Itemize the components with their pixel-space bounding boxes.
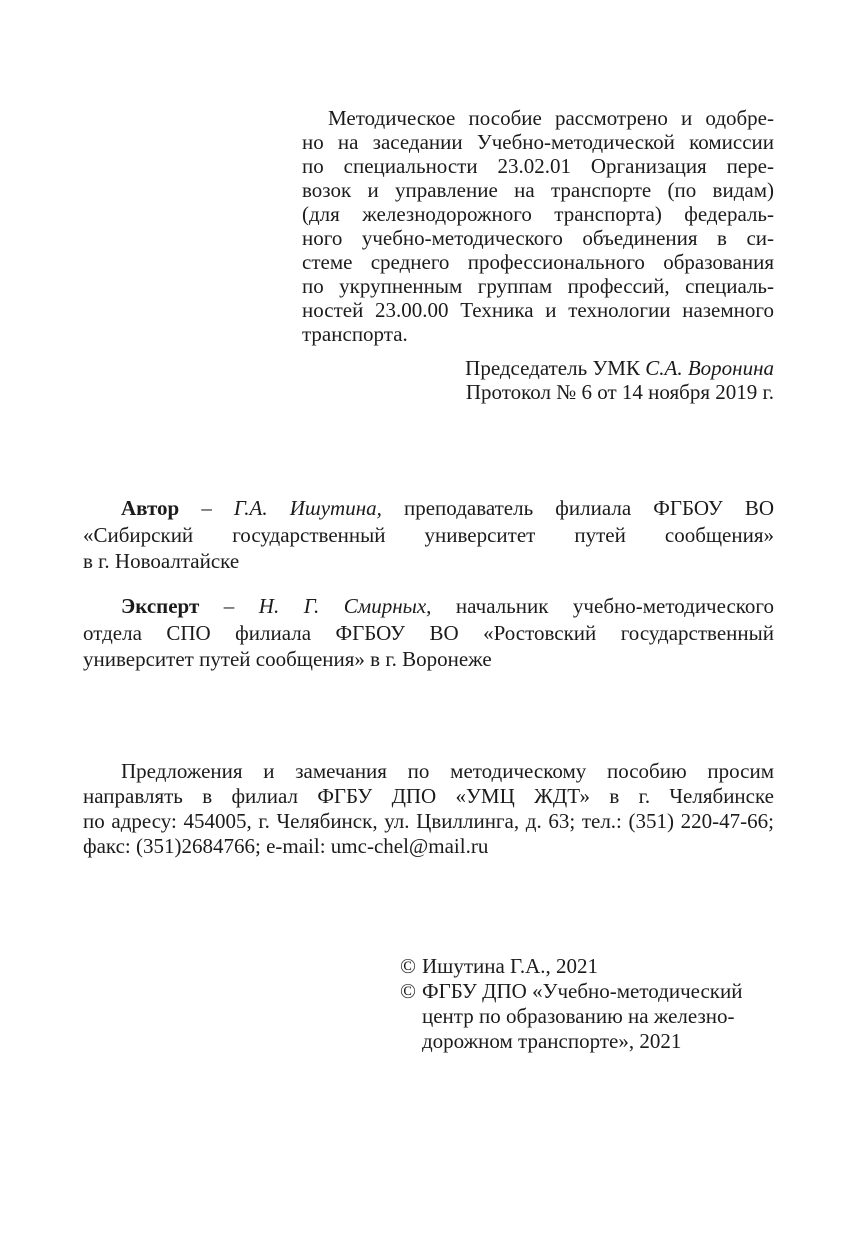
approval-line: транспорта. <box>302 322 408 346</box>
author-line: в г. Новоалтайске <box>83 549 240 574</box>
author-block <box>83 495 774 575</box>
approval-line: возок и управление на транспорте (по видам) <box>302 178 774 202</box>
expert-dash: – <box>223 594 235 618</box>
approval-line: (для железнодорожного транспорта) федераль- <box>302 202 774 226</box>
author-line <box>83 495 774 522</box>
approval-note <box>302 106 774 346</box>
copyright-block <box>400 954 742 1054</box>
copyright-line: дорожном транспорте», 2021 <box>422 1029 682 1053</box>
feedback-line: Предложения и замечания по методическому пособию просим <box>121 759 774 783</box>
expert-line: университет путей сообщения» в г. Воронеже <box>83 647 492 672</box>
copyright-line: Ишутина Г.А., 2021 <box>422 954 598 978</box>
author-label: Автор <box>121 496 180 520</box>
feedback-line: направлять в филиал ФГБУ ДПО «УМЦ ЖДТ» в г. Челябинске <box>83 784 774 808</box>
copyright-icon: © <box>400 979 416 1003</box>
expert-line: отдела СПО филиала ФГБОУ ВО «Ростовский государственный <box>83 620 774 645</box>
approval-line: по специальности 23.02.01 Организация пере- <box>302 154 774 178</box>
approval-line: по укрупненным группам профессий, специаль- <box>302 274 774 298</box>
chairman-signature <box>465 356 774 380</box>
approval-line: Методическое пособие рассмотрено и одобре- <box>328 106 774 130</box>
author-description: преподаватель филиала ФГБОУ ВО <box>404 496 775 520</box>
expert-name: Н. Г. Смирных, <box>258 594 432 618</box>
approval-line: стеме среднего профессионального образования <box>302 250 774 274</box>
feedback-line: факс: (351)2684766; e-mail: umc-chel@mail.ru <box>83 834 489 858</box>
copyright-icon: © <box>400 954 416 978</box>
copyright-line: ФГБУ ДПО «Учебно-методический <box>422 979 743 1003</box>
author-name: Г.А. Ишутина, <box>233 496 382 520</box>
feedback-note <box>83 759 774 859</box>
approval-line: но на заседании Учебно-методической комиссии <box>302 130 774 154</box>
copyright-line: центр по образованию на железно- <box>422 1004 735 1028</box>
author-dash: – <box>201 496 212 520</box>
chairman-name: С.А. Воронина <box>645 356 774 380</box>
feedback-line: по адресу: 454005, г. Челябинск, ул. Цвиллинга, д. 63; тел.: (351) 220-47-66; <box>83 809 774 833</box>
approval-line: ного учебно-методического объединения в си- <box>302 226 774 250</box>
copyright-entry <box>400 954 742 979</box>
expert-line <box>83 593 774 620</box>
approval-line: ностей 23.00.00 Техника и технологии наземного <box>302 298 774 322</box>
author-line: «Сибирский государственный университет путей сообщения» <box>83 522 774 547</box>
expert-description: начальник учебно-методического <box>455 594 775 618</box>
copyright-entry <box>400 979 742 1054</box>
chairman-title: Председатель УМК <box>465 356 640 380</box>
protocol-line: Протокол № 6 от 14 ноября 2019 г. <box>465 380 774 404</box>
expert-block <box>83 593 774 673</box>
expert-label: Эксперт <box>121 594 200 618</box>
chairman-block <box>465 356 774 404</box>
